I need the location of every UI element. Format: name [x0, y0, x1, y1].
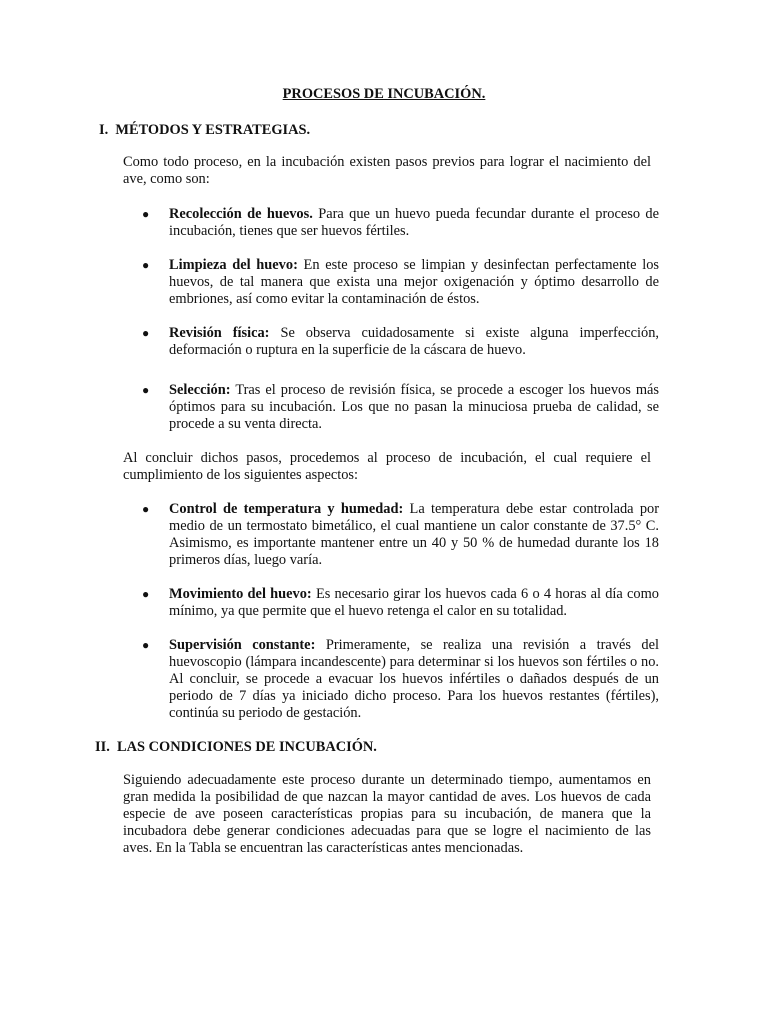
- section-1-number: I.: [99, 122, 109, 138]
- bullet-icon: ●: [142, 587, 150, 601]
- list-item-text: Supervisión constante: Primeramente, se realiza una revisión a través del huevoscopio (lámpara incandescente) para determinar si los huevos son fértiles o no. Al concluir, se procede a evacuar los huevos infértiles o dañados después de un periodo de 7 días ya iniciado dicho proceso. Para los huevos restantes (fértiles), continúa su periodo de gestación.: [169, 637, 660, 721]
- bullet-icon: ●: [142, 638, 150, 652]
- bullet-icon: ●: [142, 258, 150, 272]
- list-item-text: Control de temperatura y humedad: La temperatura debe estar controlada por medio de un termostato bimetálico, el cual mantiene un calor constante de 37.5° C. Asimismo, es importante mantener entre un 40 y 50 % de humedad durante los 18 primeros días, luego varía.: [169, 501, 659, 568]
- section-2-title: LAS CONDICIONES DE INCUBACIÓN.: [117, 739, 377, 755]
- list-item-text: Selección: Tras el proceso de revisión física, se procede a escoger los huevos más óptimos para su incubación. Los que no pasan la minuciosa prueba de calidad, se procede a su venta directa.: [169, 382, 659, 432]
- bullet-icon: ●: [142, 383, 150, 397]
- section-2-paragraph: Siguiendo adecuadamente este proceso durante un determinado tiempo, aumentamos en gran medida la posibilidad de que nazcan la mayor cantidad de aves. Los huevos de cada especie de ave poseen características propias para su incubación, de manera que la incubadora debe generar condiciones adecuadas para que se logre el nacimiento de las aves. En la Tabla se encuentran las características antes mencionadas.: [123, 772, 651, 856]
- section-1-heading: [99, 122, 699, 139]
- list-item-text: Revisión física: Se observa cuidadosamente si existe alguna imperfección, deformación o ruptura en la superficie de la cáscara de huevo.: [169, 325, 659, 358]
- section-2-number: II.: [95, 739, 110, 755]
- section-2-heading: [95, 739, 695, 756]
- section-1-title: MÉTODOS Y ESTRATEGIAS.: [115, 122, 311, 138]
- list-item-text: Limpieza del huevo: En este proceso se limpian y desinfectan perfectamente los huevos, de tal manera que exista una mejor oxigenación y óptimo desarrollo de embriones, así como evitar la contaminación de éstos.: [169, 257, 659, 307]
- bullet-icon: ●: [142, 502, 150, 516]
- section-1-middle: Al concluir dichos pasos, procedemos al proceso de incubación, el cual requiere el cumplimiento de los siguientes aspectos:: [123, 450, 651, 483]
- list-item-text: Movimiento del huevo: Es necesario girar los huevos cada 6 o 4 horas al día como mínimo, ya que permite que el huevo retenga el calor en su totalidad.: [169, 586, 659, 619]
- bullet-icon: ●: [142, 326, 150, 340]
- list-item-text: Recolección de huevos. Para que un huevo pueda fecundar durante el proceso de incubación, tienes que ser huevos fértiles.: [169, 206, 659, 239]
- bullet-icon: ●: [142, 207, 150, 221]
- page-title: PROCESOS DE INCUBACIÓN.: [282, 86, 486, 102]
- section-1-intro: Como todo proceso, en la incubación existen pasos previos para lograr el nacimiento del ave, como son:: [123, 154, 651, 187]
